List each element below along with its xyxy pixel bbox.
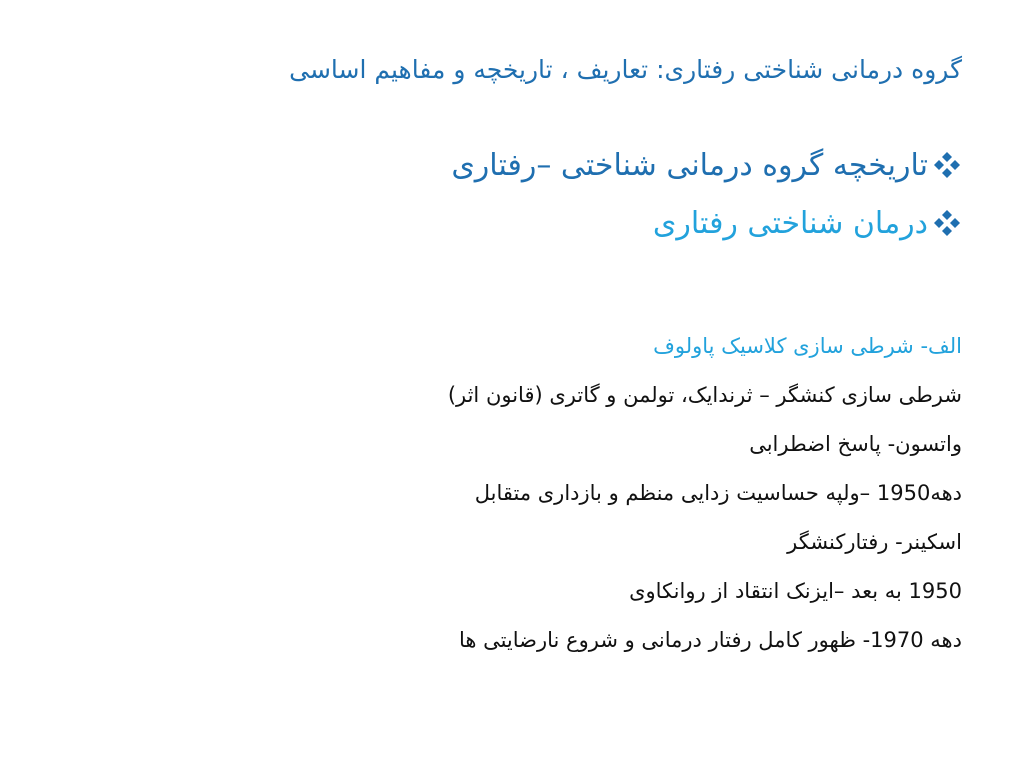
bullet-list: [62, 136, 962, 252]
content-line: دهه 1970- ظهور کامل رفتار درمانی و شروع نارضایتی ها: [458, 628, 962, 652]
slide-title: گروه درمانی شناختی رفتاری: تعاریف ، تاریخچه و مفاهیم اساسی: [289, 55, 962, 84]
content-line: 1950 به بعد –ایزنک انتقاد از روانکاوی: [629, 579, 962, 603]
bullet-item-history: [62, 136, 962, 194]
content-line: دهه1950 –ولپه حساسیت زدایی منظم و بازداری متقابل: [474, 481, 962, 505]
content-line: شرطی سازی کنشگر – ثرندایک، تولمن و گاتری (قانون اثر): [447, 383, 962, 407]
content-line: اسکینر- رفتارکنشگر: [787, 530, 962, 554]
bullet-text: درمان شناختی رفتاری: [652, 205, 928, 241]
section-heading: الف- شرطی سازی کلاسیک پاولوف: [653, 334, 962, 358]
content-lines: [62, 328, 962, 671]
content-line: واتسون- پاسخ اضطرابی: [749, 432, 962, 456]
bullet-text: تاریخچه گروه درمانی شناختی –رفتاری: [451, 147, 928, 183]
four-diamond-bullet-icon: [932, 150, 962, 180]
four-diamond-bullet-icon: [932, 208, 962, 238]
bullet-item-cbt: [62, 194, 962, 252]
